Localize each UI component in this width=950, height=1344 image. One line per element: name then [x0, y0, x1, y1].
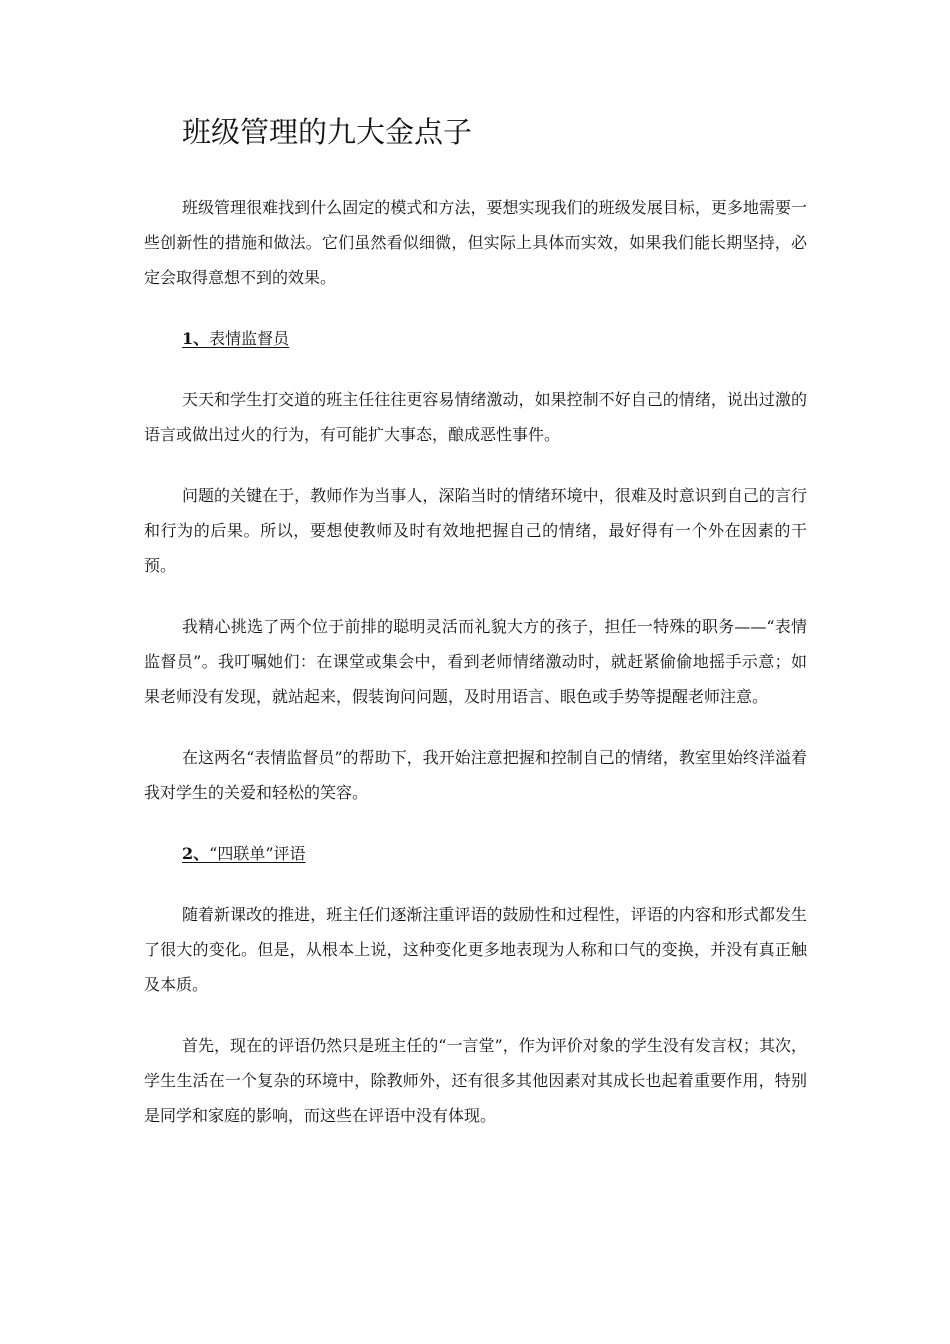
section-number: 1: [182, 329, 194, 348]
section-1-paragraph-3: 我精心挑选了两个位于前排的聪明灵活而礼貌大方的孩子，担任一特殊的职务——“表情监督员”。我叮嘱她们：在课堂或集会中，看到老师情绪激动时，就赶紧偷偷地摇手示意；如果老师没有发现，就站起来，假装询问问题，及时用语言、眼色或手势等提醒老师注意。: [144, 617, 807, 706]
section-separator: 、: [193, 844, 210, 863]
section-number: 2: [182, 844, 194, 863]
section-separator: 、: [193, 329, 210, 348]
section-heading-text: “四联单”评语: [209, 844, 306, 863]
document-title: 班级管理的九大金点子: [182, 115, 473, 149]
section-1-paragraph-2: 问题的关键在于，教师作为当事人，深陷当时的情绪环境中，很难及时意识到自己的言行和行为的后果。所以，要想使教师及时有效地把握自己的情绪，最好得有一个外在因素的干预。: [144, 486, 807, 575]
section-2-paragraph-2: 首先，现在的评语仍然只是班主任的“一言堂”，作为评价对象的学生没有发言权；其次，学生生活在一个复杂的环境中，除教师外，还有很多其他因素对其成长也起着重要作用，特别是同学和家庭的影响，而这些在评语中没有体现。: [144, 1036, 807, 1125]
section-1-paragraph-1: 天天和学生打交道的班主任往往更容易情绪激动，如果控制不好自己的情绪，说出过激的语言或做出过火的行为，有可能扩大事态，酿成恶性事件。: [144, 390, 807, 444]
section-1-paragraph-4: 在这两名“表情监督员”的帮助下，我开始注意把握和控制自己的情绪，教室里始终洋溢着我对学生的关爱和轻松的笑容。: [144, 748, 807, 802]
document-body: [144, 190, 807, 1159]
intro-paragraph: 班级管理很难找到什么固定的模式和方法，要想实现我们的班级发展目标，更多地需要一些创新性的措施和做法。它们虽然看似细微，但实际上具体而实效，如果我们能长期坚持，必定会取得意想不到的效果。: [144, 198, 807, 287]
section-heading-2: [144, 836, 807, 871]
section-heading-1: [144, 321, 807, 356]
section-heading-text: 表情监督员: [209, 329, 290, 348]
section-2-paragraph-1: 随着新课改的推进，班主任们逐渐注重评语的鼓励性和过程性，评语的内容和形式都发生了很大的变化。但是，从根本上说，这种变化更多地表现为人称和口气的变换，并没有真正触及本质。: [144, 905, 807, 994]
